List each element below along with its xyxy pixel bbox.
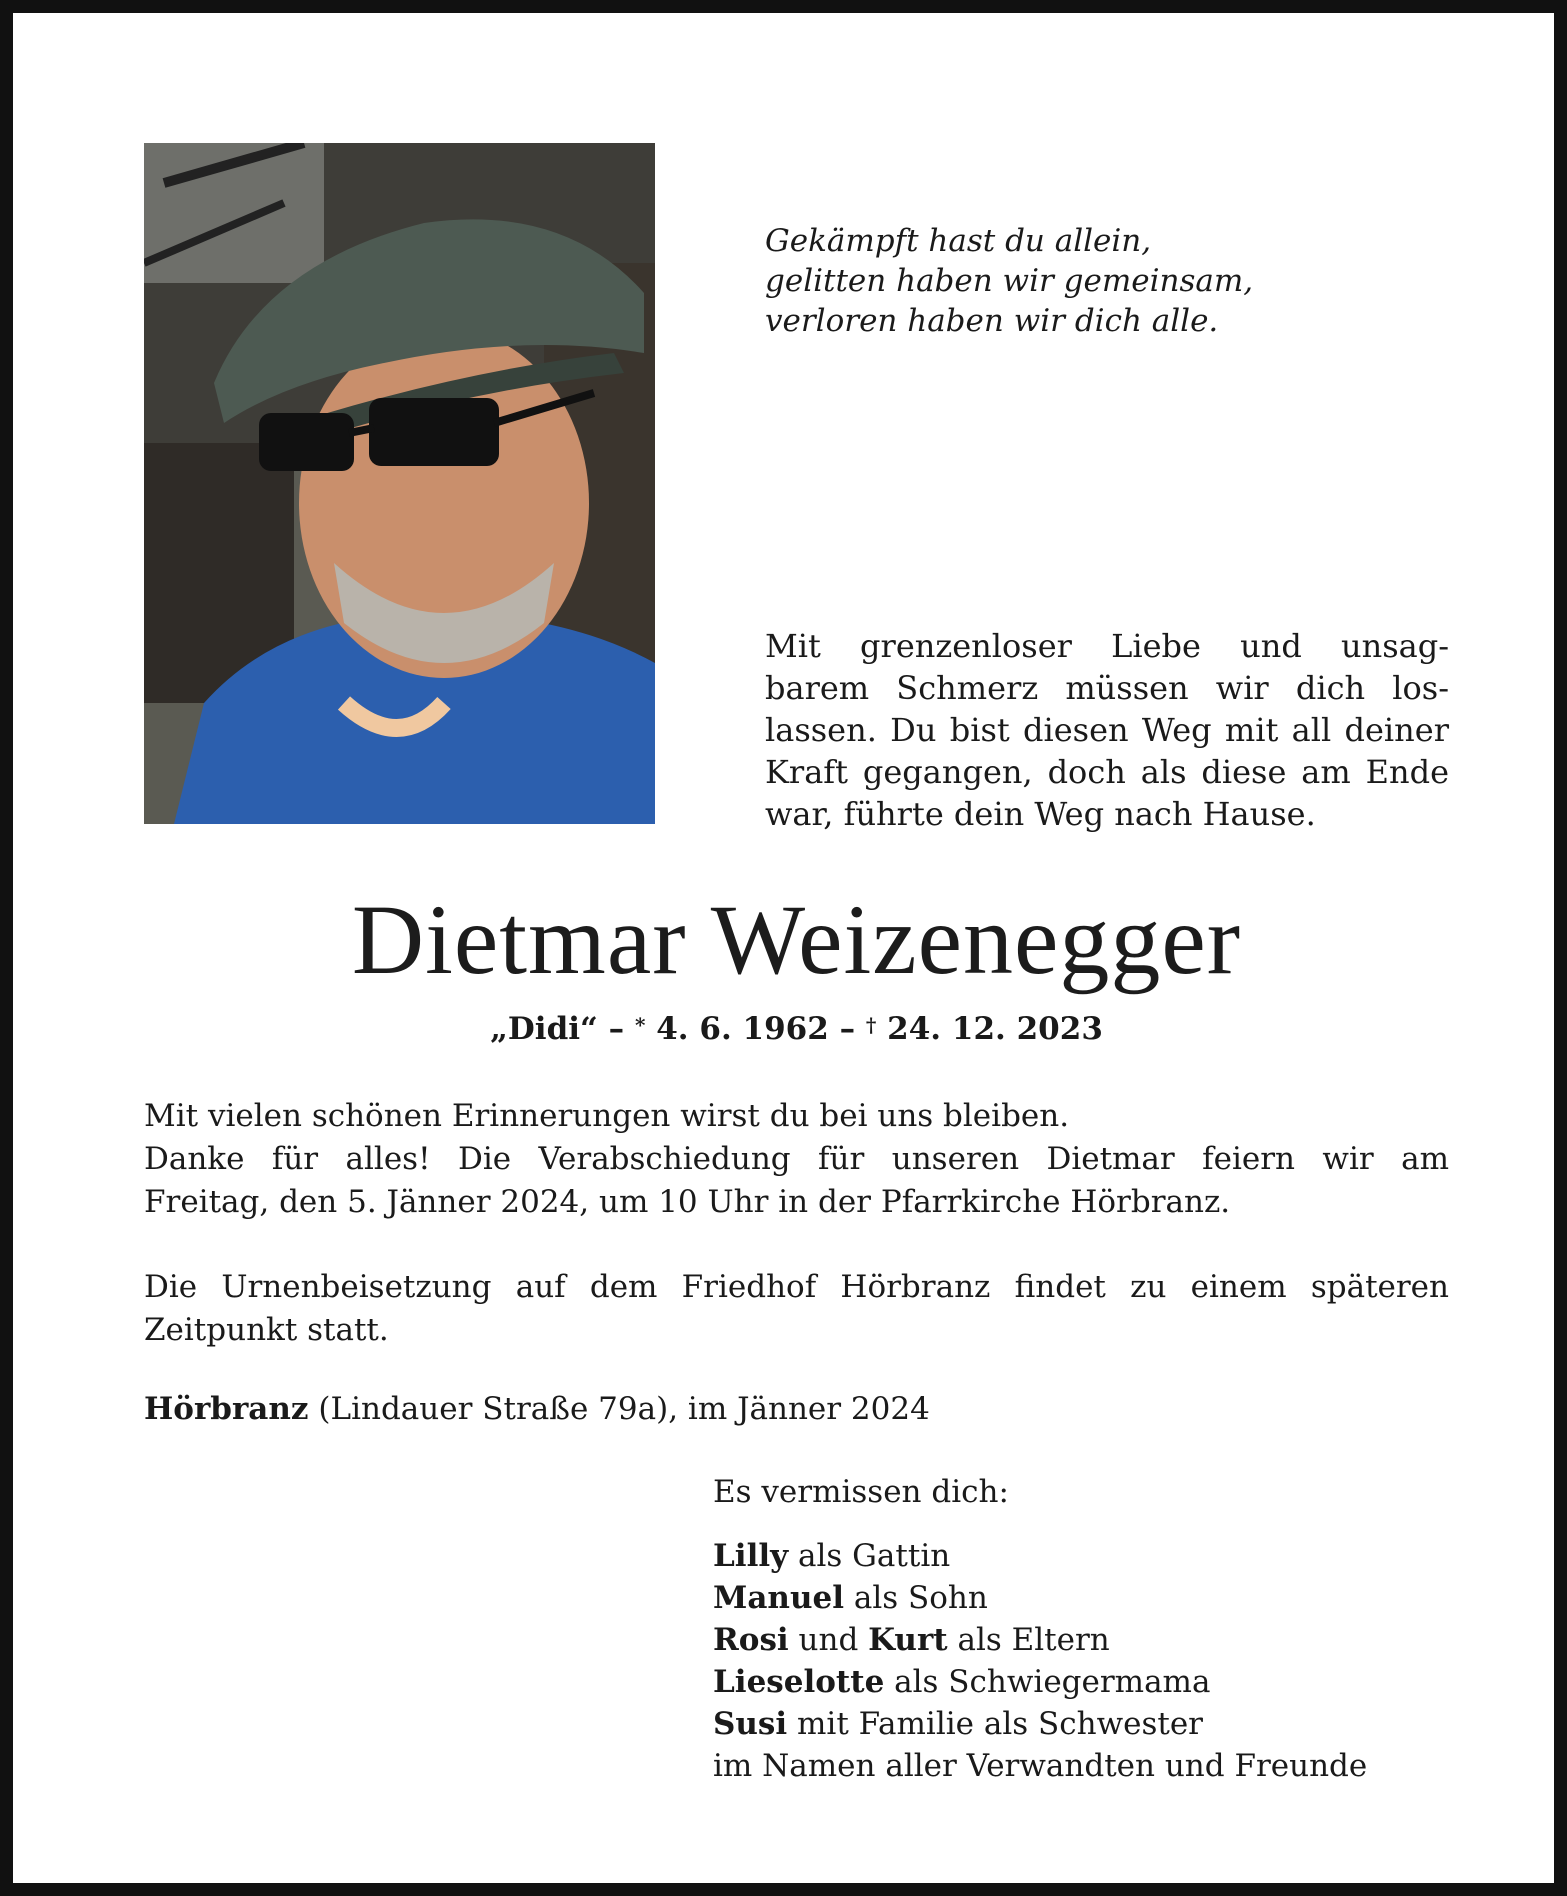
portrait-illustration [144,143,655,824]
mourner-conjunction: und [788,1622,869,1658]
motto-line: gelitten haben wir gemeinsam, [765,263,1254,299]
body-line: Mit vielen schönen Erinnerungen wirst du bei uns bleiben. [144,1098,1070,1134]
mourner-row [713,1661,1367,1703]
motto-quote [765,221,1253,341]
deceased-name: Dietmar Weizenegger [351,884,1242,995]
mourner-name: Lilly [713,1538,789,1574]
birth-date: 4. 6. 1962 [645,1011,829,1047]
intro-paragraph [765,625,1449,835]
intro-line: lassen. Du bist diesen Weg mit all deiner [765,711,1449,749]
address-date: (Lindauer Straße 79a), im Jänner 2024 [308,1391,930,1427]
intro-line: barem Schmerz müssen wir dich los- [765,669,1449,707]
mourner-name: Susi [713,1706,788,1742]
mourner-role: als Eltern [947,1622,1110,1658]
mourner-role: mit Familie als Schwester [787,1706,1203,1742]
dash: – [597,1011,635,1047]
mourner-name: Lieselotte [713,1664,885,1700]
burial-paragraph [144,1266,1449,1352]
mourner-name: Rosi [713,1622,789,1658]
dash: – [828,1011,866,1047]
mourner-name: Manuel [713,1580,844,1616]
burial-line: Die Urnenbeisetzung auf dem Friedhof Hörbranz findet zu einem späteren [144,1269,1449,1305]
nickname: „Didi“ [490,1011,598,1047]
body-line: Freitag, den 5. Jänner 2024, um 10 Uhr in der Pfarrkirche Hörbranz. [144,1184,1231,1220]
town: Hörbranz [144,1391,309,1427]
mourner-row [713,1619,1367,1661]
intro-line: Mit grenzenloser Liebe und unsag- [765,627,1449,665]
motto-line: verloren haben wir dich alle. [765,303,1219,339]
life-dates [13,1009,1567,1049]
mourner-row [713,1703,1367,1745]
burial-line: Zeitpunkt statt. [144,1312,389,1348]
mourner-role: im Namen aller Verwandten und Freunde [713,1748,1368,1784]
body-line: Danke für alles! Die Verabschiedung für unseren Dietmar feiern wir am [144,1141,1449,1177]
mourner-row [713,1745,1367,1787]
farewell-paragraph [144,1095,1449,1224]
mourner-role: als Gattin [788,1538,951,1574]
mourner-role: als Sohn [843,1580,988,1616]
death-date: 24. 12. 2023 [876,1011,1103,1047]
mourner-row [713,1535,1367,1577]
intro-line: war, führte dein Weg nach Hause. [765,795,1316,833]
intro-line: Kraft gegangen, doch als diese am Ende [765,753,1449,791]
mourner-row [713,1577,1367,1619]
mourner-name: Kurt [868,1622,948,1658]
death-cross-icon: † [865,1013,877,1037]
mourners-heading: Es vermissen dich: [713,1474,1009,1510]
birth-star-icon: * [634,1013,646,1037]
portrait-photo [144,143,655,824]
mourners-list [713,1471,1367,1787]
mourner-role: als Schwiegermama [884,1664,1211,1700]
place-date-line [144,1388,930,1431]
motto-line: Gekämpft hast du allein, [765,223,1152,259]
